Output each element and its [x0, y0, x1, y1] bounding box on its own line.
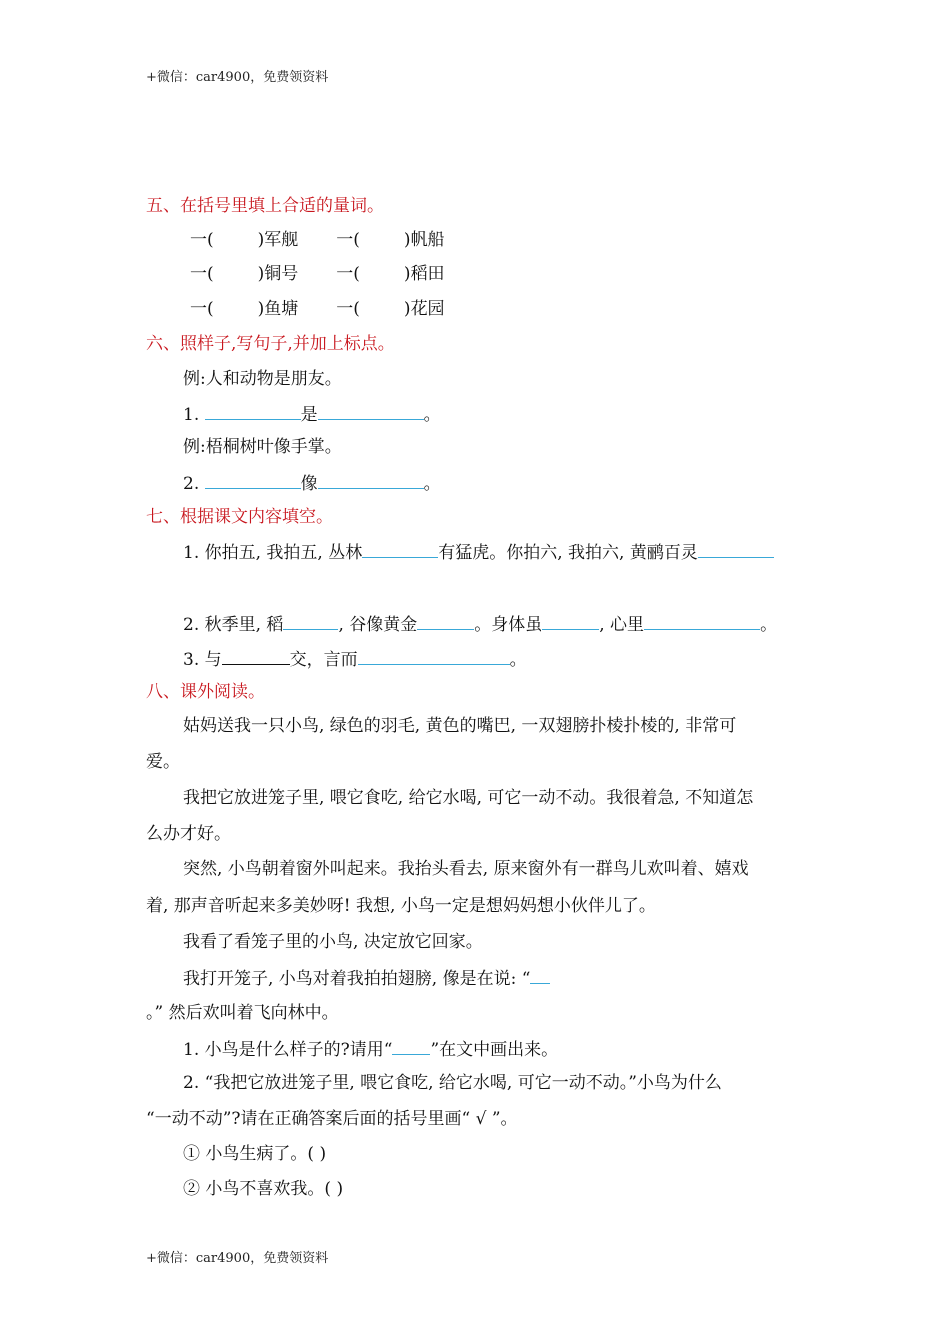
s8-q1-a: 1. 小鸟是什么样子的?请用“ [183, 1040, 393, 1060]
s5-yi: 一( [190, 230, 214, 250]
answer-blank[interactable] [318, 470, 424, 489]
s7-l2-b: , 谷像黄金 [338, 615, 418, 635]
answer-blank[interactable] [530, 965, 550, 984]
s8-paragraph-2a: 我把它放进笼子里, 喂它食吃, 给它水喝, 可它一动不动。我很着急, 不知道怎 [183, 788, 754, 808]
s5-close: ) [257, 230, 265, 250]
s8-option-1: ① 小鸟生病了。( ) [183, 1144, 327, 1164]
section-8-title: 八、课外阅读。 [146, 682, 265, 702]
answer-blank[interactable] [205, 470, 301, 489]
answer-blank[interactable] [318, 401, 424, 420]
answer-blank[interactable] [392, 1036, 430, 1055]
s5-word-6: 花园 [410, 299, 445, 319]
s5-yi: 一( [190, 264, 214, 284]
s5-row-2 [190, 262, 445, 286]
s5-close: ) [257, 299, 265, 319]
s8-paragraph-3a: 突然, 小鸟朝着窗外叫起来。我抬头看去, 原来窗外有一群鸟儿欢叫着、嬉戏 [183, 859, 749, 879]
s5-close: ) [403, 230, 411, 250]
s7-l3-a: 3. 与 [183, 650, 222, 670]
section-6-title: 六、照样子,写句子,并加上标点。 [146, 334, 395, 354]
s6-q2-end: 。 [423, 474, 441, 494]
s6-question-2 [183, 470, 441, 496]
s7-l2-d: , 心里 [599, 615, 645, 635]
s8-q1-b: ”在文中画出来。 [430, 1040, 559, 1060]
s5-close: ) [403, 299, 411, 319]
footer-watermark: +微信：car4900，免费领资料 [146, 1251, 329, 1266]
s5-word-3: 铜号 [264, 264, 299, 284]
section-7-title: 七、根据课文内容填空。 [146, 507, 333, 527]
s8-paragraph-5b: 。” 然后欢叫着飞向林中。 [146, 1003, 339, 1023]
answer-blank[interactable] [358, 646, 510, 665]
s8-paragraph-3b: 着, 那声音听起来多美妙呀! 我想, 小鸟一定是想妈妈想小伙伴儿了。 [146, 896, 656, 916]
s5-word-1: 军舰 [264, 230, 299, 250]
s7-l3-c: 。 [509, 650, 527, 670]
s5-row-1 [190, 228, 445, 252]
s6-q1-number: 1. [183, 405, 200, 425]
s5-word-2: 帆船 [410, 230, 445, 250]
answer-blank[interactable] [205, 401, 301, 420]
s6-q2-number: 2. [183, 474, 200, 494]
s5-close: ) [403, 264, 411, 284]
s8-question-2a: 2. “我把它放进笼子里, 喂它食吃, 给它水喝, 可它一动不动。”小鸟为什么 [183, 1073, 722, 1093]
s6-q1-mid: 是 [300, 405, 318, 425]
s7-l1-b: 有猛虎。你拍六, 我拍六, 黄鹂百灵 [438, 543, 698, 563]
s8-paragraph-4: 我看了看笼子里的小鸟, 决定放它回家。 [183, 932, 483, 952]
s7-l2-c: 。身体虽 [474, 615, 543, 635]
s7-l1-a: 1. 你拍五, 我拍五, 丛林 [183, 543, 363, 563]
s6-example-1: 例:人和动物是朋友。 [183, 369, 342, 389]
s5-yi: 一( [190, 299, 214, 319]
s6-example-2: 例:梧桐树叶像手掌。 [183, 437, 342, 457]
s8-question-1 [183, 1036, 558, 1062]
answer-blank[interactable] [283, 611, 338, 630]
s5-yi: 一( [336, 264, 360, 284]
s8-paragraph-1b: 爱。 [146, 752, 180, 772]
s8-paragraph-5a [183, 965, 550, 991]
s7-line-1 [183, 539, 774, 565]
s6-question-1 [183, 401, 441, 427]
s7-l3-b: 交，言而 [289, 650, 358, 670]
s5-yi: 一( [336, 299, 360, 319]
s8-p5-text: 我打开笼子, 小鸟对着我拍拍翅膀, 像是在说: “ [183, 969, 531, 989]
s8-paragraph-2b: 么办才好。 [146, 824, 231, 844]
answer-blank[interactable] [542, 611, 599, 630]
s5-word-5: 鱼塘 [264, 299, 299, 319]
s7-l2-e: 。 [760, 615, 778, 635]
s7-line-3 [183, 646, 527, 672]
header-watermark: +微信：car4900，免费领资料 [146, 70, 329, 85]
s8-question-2b: “一动不动”?请在正确答案后面的括号里画“ √ ”。 [146, 1109, 518, 1129]
section-5-title: 五、在括号里填上合适的量词。 [146, 196, 384, 216]
s8-paragraph-1a: 姑妈送我一只小鸟, 绿色的羽毛, 黄色的嘴巴, 一双翅膀扑棱扑棱的, 非常可 [183, 716, 737, 736]
answer-blank[interactable] [698, 539, 774, 558]
s5-close: ) [257, 264, 265, 284]
answer-blank[interactable] [362, 539, 438, 558]
s5-row-3 [190, 297, 445, 321]
s6-q2-mid: 像 [300, 474, 318, 494]
answer-blank[interactable] [222, 646, 290, 665]
s5-word-4: 稻田 [410, 264, 445, 284]
s8-option-2: ② 小鸟不喜欢我。( ) [183, 1179, 344, 1199]
s5-yi: 一( [336, 230, 360, 250]
s6-q1-end: 。 [423, 405, 441, 425]
s7-line-2 [183, 611, 777, 637]
answer-blank[interactable] [644, 611, 760, 630]
s7-l2-a: 2. 秋季里, 稻 [183, 615, 284, 635]
answer-blank[interactable] [417, 611, 474, 630]
